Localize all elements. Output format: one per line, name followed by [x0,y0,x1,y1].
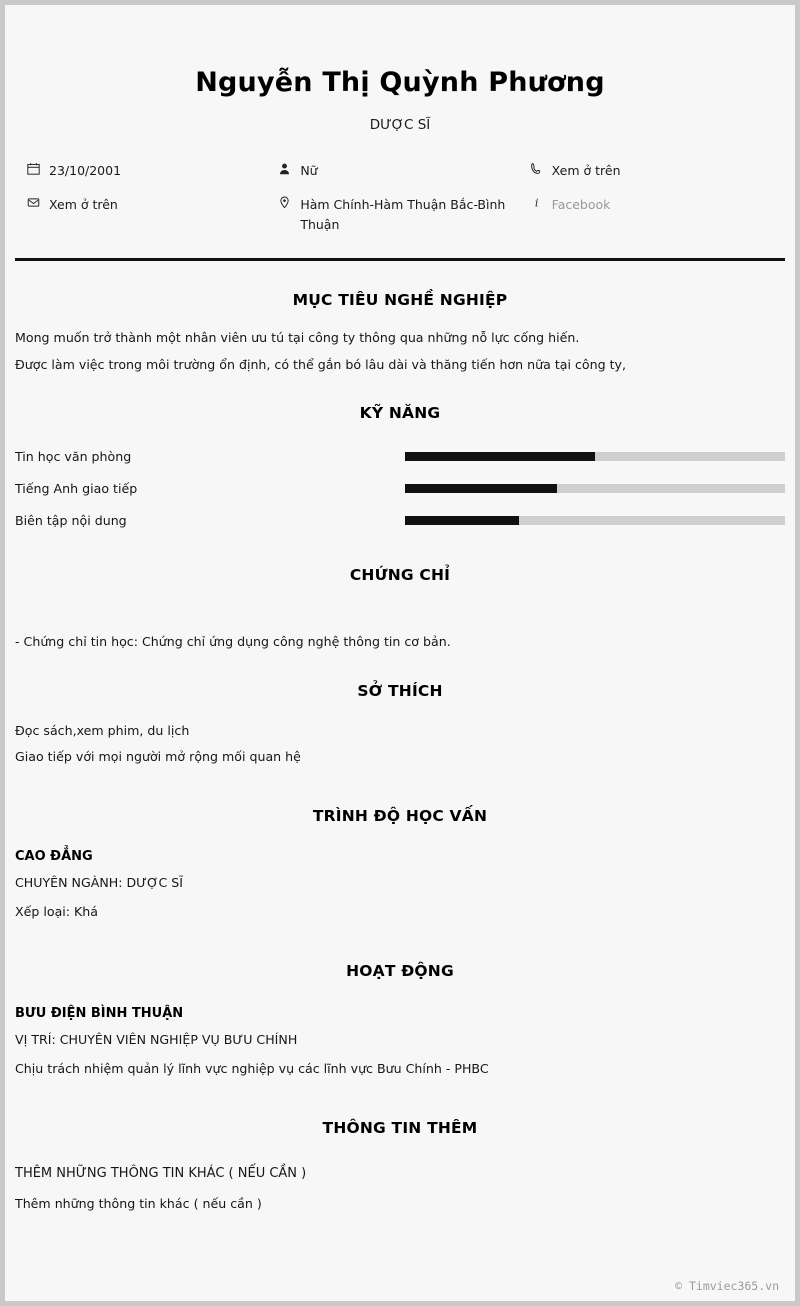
activities-line-2: Chịu trách nhiệm quản lý lĩnh vực nghiệp vụ các lĩnh vực Bưu Chính - PHBC [15,1061,489,1077]
section-more-info-title: THÔNG TIN THÊM [322,1119,478,1138]
info-icon [530,195,552,209]
section-hobbies-title: SỞ THÍCH [357,681,443,700]
contact-phone-text: Xem ở trên [551,163,621,178]
contact-gender-text: Nữ [300,163,318,178]
section-certificates-title: CHỨNG CHỈ [349,566,451,585]
location-icon [278,195,300,209]
skill-row [15,440,785,472]
skill-label: Tiếng Anh giao tiếp [15,480,138,496]
skill-progress-track [405,516,785,525]
contact-email-text: Xem ở trên [49,197,118,213]
education-heading: CAO ĐẲNG [15,848,93,864]
skills-list [15,440,785,536]
objective-line-1: Mong muốn trở thành một nhân viên ưu tú tại công ty thông qua những nỗ lực cống hiến. [15,330,580,346]
section-objective-title: MỤC TIÊU NGHỀ NGHIỆP [292,291,508,310]
section-education [15,807,785,922]
skill-row [15,472,785,504]
section-more-info [15,1119,785,1214]
contact-email [27,195,278,234]
skill-progress-fill [405,452,595,461]
mail-icon [27,195,49,209]
hobby-line-1: Đọc sách,xem phim, du lịch [15,722,190,738]
skill-progress-fill [405,484,557,493]
skill-progress-fill [405,516,519,525]
section-activities-title: HOẠT ĐỘNG [346,961,454,980]
contact-facebook-text: Facebook [551,197,611,213]
certificate-line-1: - Chứng chỉ tin học: Chứng chỉ ứng dụng công nghệ thông tin cơ bản. [15,634,451,650]
phone-icon [530,161,552,175]
contact-birthday [27,161,278,180]
more-info-line-1: THÊM NHỮNG THÔNG TIN KHÁC ( NẾU CẦN ) [15,1166,307,1182]
job-title: DƯỢC SĨ [369,117,431,133]
section-skills [15,404,785,536]
education-line-1: CHUYÊN NGÀNH: DƯỢC SĨ [15,874,183,890]
contact-gender [278,161,529,180]
section-activities [15,962,785,1079]
more-info-line-2: Thêm những thông tin khác ( nếu cần ) [15,1196,262,1212]
calendar-icon [27,161,49,175]
cv-page [5,5,795,1301]
section-education-title: TRÌNH ĐỘ HỌC VẤN [312,806,488,825]
contact-facebook[interactable] [530,195,781,234]
page-title: Nguyễn Thị Quỳnh Phương [195,67,605,98]
contact-birthday-text: 23/10/2001 [49,163,122,178]
skill-label: Tin học văn phòng [15,448,132,464]
user-icon [278,161,300,175]
section-objective [15,291,785,374]
contact-address-text: Hàm Chính-Hàm Thuận Bắc-Bình Thuận [300,197,506,232]
contact-info [15,161,785,234]
contact-address [278,195,529,234]
skill-progress-track [405,484,785,493]
skill-progress-track [405,452,785,461]
skill-row [15,504,785,536]
header-divider [15,258,785,261]
activities-heading: BƯU ĐIỆN BÌNH THUẬN [15,1005,184,1021]
skill-label: Biên tập nội dung [15,512,127,528]
activities-line-1: VỊ TRÍ: CHUYÊN VIÊN NGHIỆP VỤ BƯU CHÍNH [15,1031,298,1047]
svg-text:i: i [534,196,539,210]
hobby-line-2: Giao tiếp với mọi người mở rộng mối quan hệ [15,749,301,765]
watermark: © Timviec365.vn [675,1279,779,1293]
education-line-2: Xếp loại: Khá [15,903,98,919]
section-hobbies [15,682,785,767]
contact-phone [530,161,781,180]
section-certificates [15,566,785,652]
objective-line-2: Được làm việc trong môi trường ổn định, có thể gắn bó lâu dài và thăng tiến hơn nữa tại công ty, [15,356,627,372]
section-skills-title: KỸ NĂNG [359,404,441,423]
